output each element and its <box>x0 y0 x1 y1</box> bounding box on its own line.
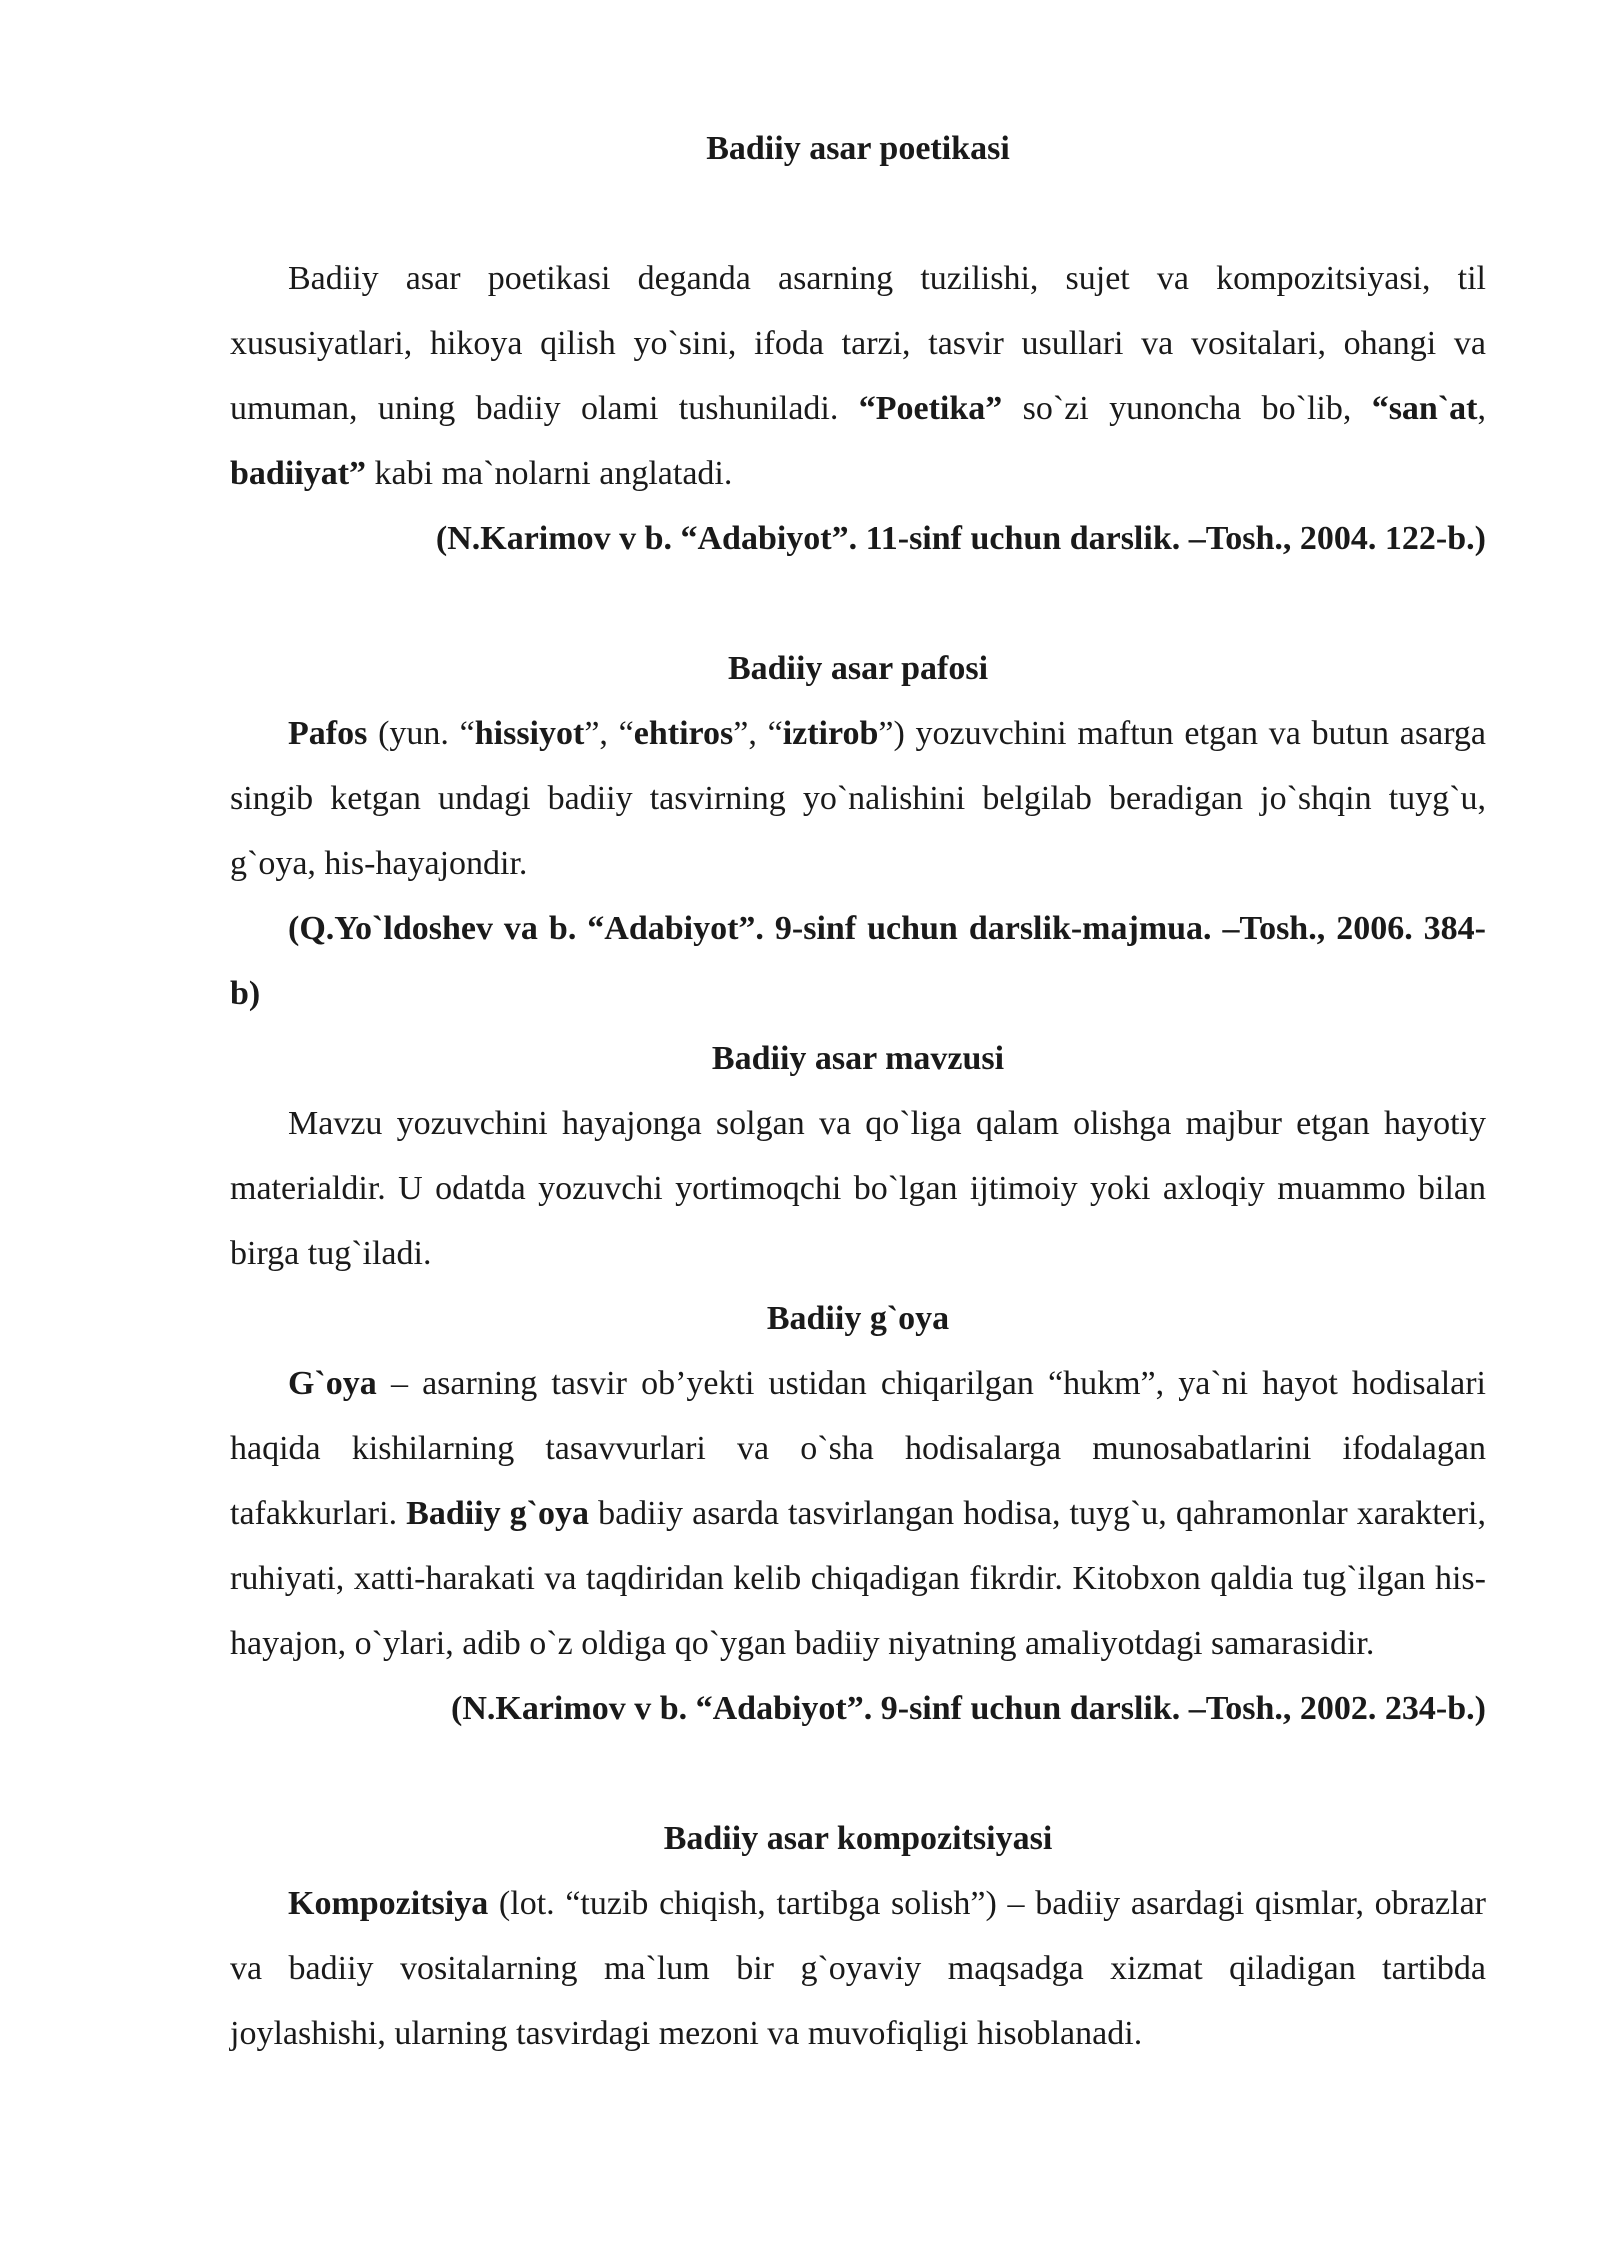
heading-goya: Badiiy g`oya <box>766 1300 950 1337</box>
term-pafos: Pafos <box>288 715 368 752</box>
term-ehtiros: ehtiros <box>633 715 734 752</box>
text-run: ”, “ <box>733 715 783 752</box>
text-run: kabi ma`nolarni anglatadi. <box>374 455 733 492</box>
heading-kompozitsiya: Badiiy asar kompozitsiyasi <box>663 1820 1053 1857</box>
text-run: – asarning tasvir ob’yekti ustidan chiqarilgan “hukm”, ya`ni hayot hodisalari haqida kishilarning tasavvurlari va o`sha hodisalarga munosabatlarini ifodalagan tafakkurlari. <box>230 1365 1487 1532</box>
term-hissiyot: hissiyot <box>474 715 585 752</box>
section-mavzu <box>230 1026 1486 1286</box>
term-poetika: “Poetika” <box>858 390 1003 427</box>
heading-mavzu: Badiiy asar mavzusi <box>711 1040 1005 1077</box>
text-run: badiiy asarda tasvirlangan hodisa, tuyg`u, qahramonlar xarakteri, ruhiyati, xatti-harakati va taqdiridan kelib chiqadigan fikrdir. Kitobxon qaldia tug`ilgan his-hayajon, o`ylari, adib o`z oldiga qo`ygan badiiy niyatning amaliyotdagi samarasidir. <box>230 1495 1487 1662</box>
term-kompozitsiya: Kompozitsiya <box>288 1885 489 1922</box>
section-poetika <box>230 246 1486 571</box>
citation-poetika: (N.Karimov v b. “Adabiyot”. 11-sinf uchun darslik. –Tosh., 2004. 122-b.) <box>435 520 1486 557</box>
section-goya <box>230 1286 1486 1741</box>
text-run: ”) yozuvchini maftun etgan va butun asarga singib ketgan undagi badiiy tasvirning yo`nalishini belgilab beradigan jo`shqin tuyg`u, g`oya, his-hayajondir. <box>230 715 1487 882</box>
text-run: (yun. “ <box>378 715 475 752</box>
document-page <box>230 116 1486 2066</box>
citation-pafos: (Q.Yo`ldoshev va b. “Adabiyot”. 9-sinf uchun darslik-majmua. –Tosh., 2006. 384-b) <box>230 910 1486 1012</box>
text-run: Badiiy asar poetikasi deganda asarning tuzilishi, sujet va kompozitsiyasi, til xususiyatlari, hikoya qilish yo`sini, ifoda tarzi, tasvir usullari va vositalari, ohangi va umuman, uning badiiy olami tushuniladi. <box>230 260 1486 427</box>
paragraph-pafos <box>230 701 1486 896</box>
document-title: Badiiy asar poetikasi <box>706 130 1010 167</box>
text-run: so`zi yunoncha bo`lib, <box>1022 390 1352 427</box>
paragraph-goya <box>230 1351 1486 1676</box>
section-pafos <box>230 636 1486 1026</box>
text-run: ”, “ <box>584 715 634 752</box>
heading-pafos: Badiiy asar pafosi <box>727 650 989 687</box>
term-sanat: “san`at <box>1371 390 1478 427</box>
citation-goya: (N.Karimov v b. “Adabiyot”. 9-sinf uchun darslik. –Tosh., 2002. 234-b.) <box>451 1690 1486 1727</box>
paragraph-kompozitsiya <box>230 1871 1486 2066</box>
paragraph-mavzu: Mavzu yozuvchini hayajonga solgan va qo`liga qalam olishga majbur etgan hayotiy materialdir. U odatda yozuvchi yortimoqchi bo`lgan ijtimoiy yoki axloqiy muammo bilan birga tug`iladi. <box>230 1105 1486 1272</box>
comma: , <box>1477 390 1486 427</box>
term-badiiyat: badiiyat” <box>230 455 367 492</box>
term-goya: G`oya <box>288 1365 377 1402</box>
term-iztirob: iztirob <box>782 715 879 752</box>
paragraph-poetika <box>230 246 1486 506</box>
term-badiiy-goya: Badiiy g`oya <box>406 1495 589 1532</box>
text-run: (lot. “tuzib chiqish, tartibga solish”) – badiiy asardagi qismlar, obrazlar va badiiy vositalarning ma`lum bir g`oyaviy maqsadga xizmat qiladigan tartibda joylashishi, ularning tasvirdagi mezoni va muvofiqligi hisoblanadi. <box>230 1885 1487 2052</box>
section-kompozitsiya <box>230 1806 1486 2066</box>
